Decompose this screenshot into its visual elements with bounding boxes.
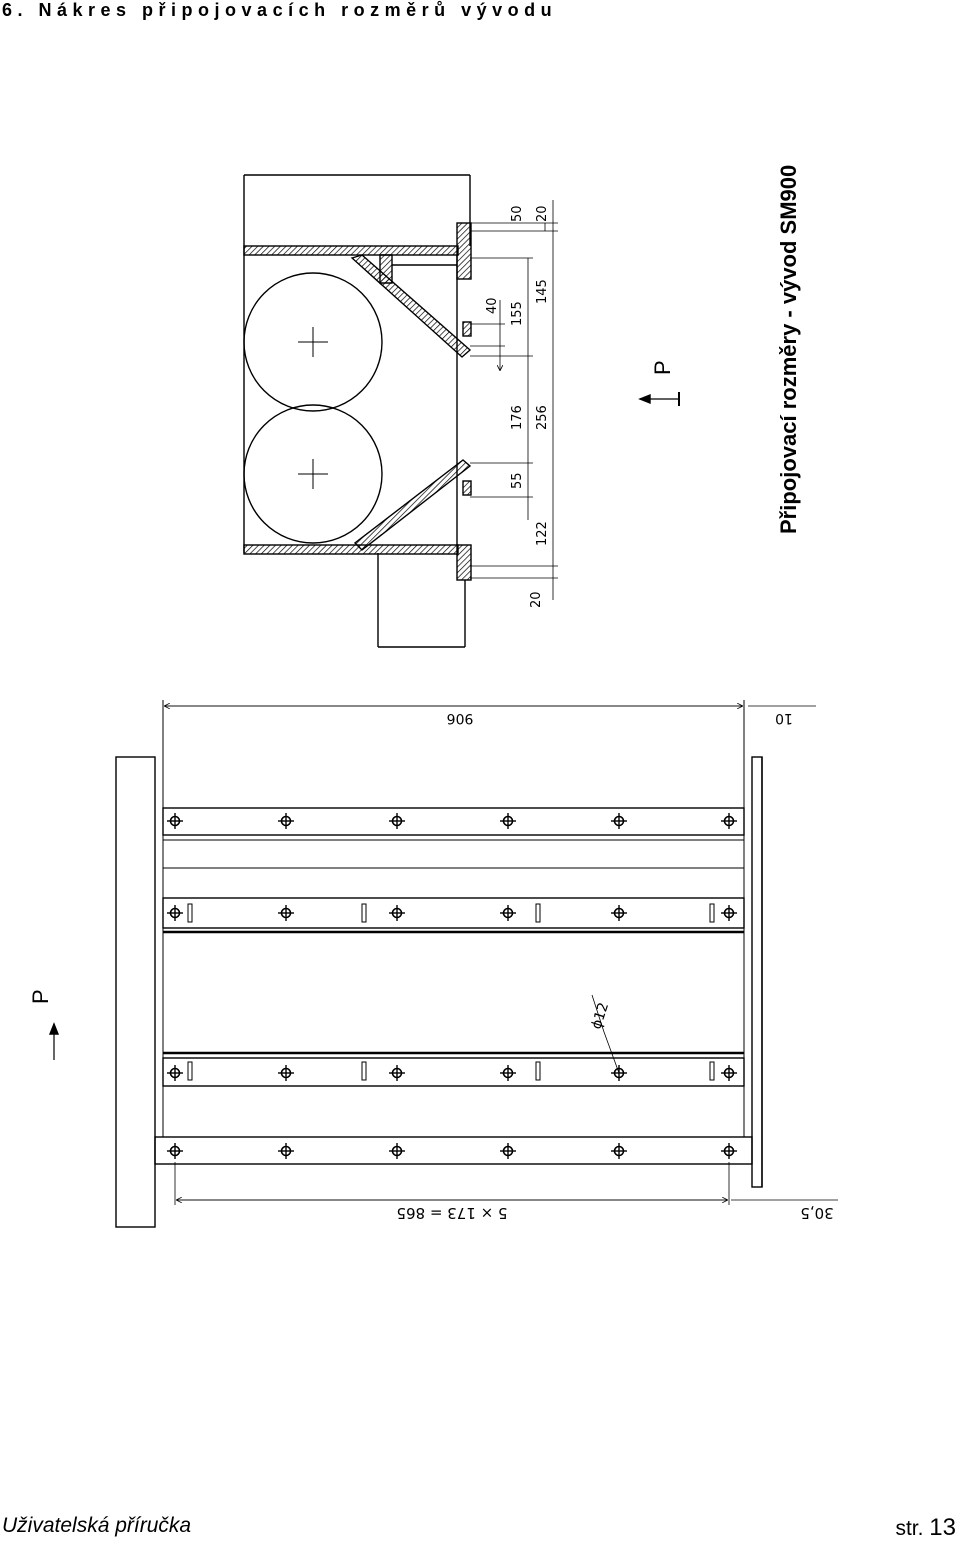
bottom-view-dimensions (28, 710, 834, 1222)
bottom-view (50, 700, 838, 1227)
footer-manual-title: Uživatelská příručka (2, 1514, 192, 1537)
dim-20-bottom: 20 (529, 591, 544, 608)
direction-label-top: P (650, 360, 675, 375)
dim-20-top: 20 (535, 205, 550, 222)
page-heading: 6. Nákres připojovacích rozměrů vývodu (2, 0, 558, 20)
dim-256: 256 (535, 405, 550, 430)
dim-40: 40 (485, 297, 500, 314)
dim-hole-diameter: ϕ12 (588, 1000, 613, 1032)
dim-906: 906 (446, 710, 474, 726)
top-view (244, 175, 679, 647)
dim-10: 10 (775, 710, 793, 726)
dim-122: 122 (535, 521, 550, 546)
dim-155: 155 (510, 301, 525, 326)
dim-145: 145 (535, 279, 550, 304)
dim-30-5: 30,5 (800, 1204, 834, 1222)
dim-55: 55 (510, 472, 525, 489)
direction-label-bottom: P (28, 989, 53, 1004)
dim-50: 50 (510, 205, 525, 222)
drawing-caption: Připojovací rozměry - vývod SM900 (776, 164, 801, 534)
footer-page-value: 13 (929, 1514, 956, 1541)
footer-page-label: str. (895, 1517, 924, 1540)
footer-page-number (895, 1514, 956, 1542)
dim-176: 176 (510, 405, 525, 430)
dim-pitch: 5 × 173 = 865 (396, 1204, 508, 1222)
